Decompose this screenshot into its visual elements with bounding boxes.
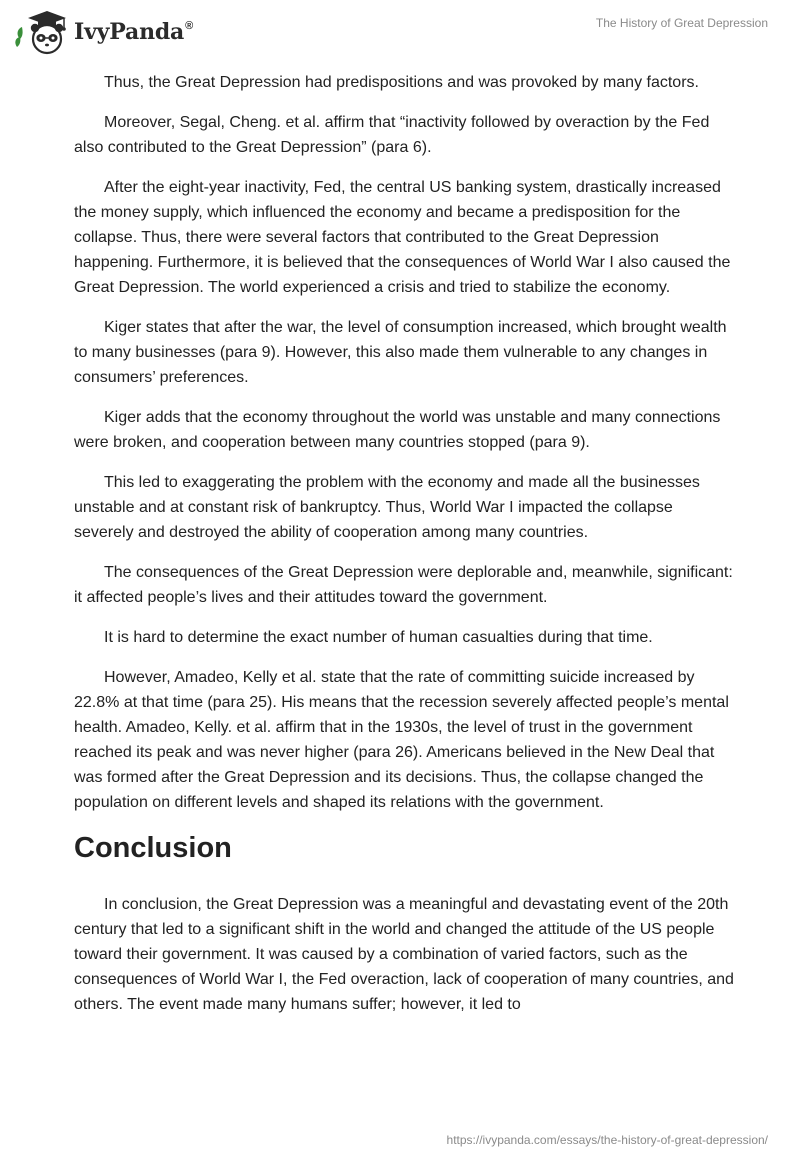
ivypanda-logo[interactable] xyxy=(14,9,193,55)
source-url[interactable]: https://ivypanda.com/essays/the-history-of-great-depression/ xyxy=(446,1133,768,1147)
body-paragraph: Moreover, Segal, Cheng. et al. affirm that “inactivity followed by overaction by the Fed also contributed to the Great Depression” (para 6). xyxy=(74,114,710,156)
body-paragraph: Thus, the Great Depression had predispositions and was provoked by many factors. xyxy=(104,74,699,91)
registered-mark: ® xyxy=(185,19,194,32)
body-paragraph: It is hard to determine the exact number of human casualties during that time. xyxy=(104,629,653,646)
body-paragraph: However, Amadeo, Kelly et al. state that the rate of committing suicide increased by 22.8% at that time (para 25). His means that the recession severely affected people’s mental health. Amadeo, Kelly. et al. affirm that in the 1930s, the level of trust in the government reached its peak and was never higher (para 26). Americans believed in the New Deal that was formed after the Great Depression and its decisions. Thus, the collapse changed the population on different levels and shaped its relations with the government. xyxy=(74,669,729,811)
body-paragraph: This led to exaggerating the problem with the economy and made all the businesses unstable and at constant risk of bankruptcy. Thus, World War I impacted the collapse severely and destroyed the ability of cooperation among many countries. xyxy=(74,474,700,541)
body-paragraph: Kiger states that after the war, the level of consumption increased, which brought wealth to many businesses (para 9). However, this also made them vulnerable to any changes in consumers’ preferences. xyxy=(74,319,727,386)
body-paragraph: The consequences of the Great Depression were deplorable and, meanwhile, significant: it affected people’s lives and their attitudes toward the government. xyxy=(74,564,733,606)
conclusion-paragraph: In conclusion, the Great Depression was a meaningful and devastating event of the 20th century that led to a significant shift in the world and changed the attitude of the US people toward their government. It was caused by a combination of varied factors, such as the consequences of World War I, the Fed overaction, lack of cooperation of many countries, and others. The event made many humans suffer; however, it led to xyxy=(74,896,734,1013)
panda-logo-icon xyxy=(14,9,70,55)
page-header xyxy=(0,0,800,60)
body-paragraph: After the eight-year inactivity, Fed, the central US banking system, drastically increased the money supply, which influenced the economy and became a predisposition for the collapse. Thus, there were several factors that contributed to the Great Depression happening. Furthermore, it is believed that the consequences of World War I also caused the Great Depression. The world experienced a crisis and tried to stabilize the economy. xyxy=(74,179,731,296)
body-paragraph: Kiger adds that the economy throughout the world was unstable and many connections were broken, and cooperation between many countries stopped (para 9). xyxy=(74,409,721,451)
brand-name: IvyPanda xyxy=(74,19,185,45)
conclusion-heading: Conclusion xyxy=(74,832,232,864)
document-title: The History of Great Depression xyxy=(595,16,768,30)
essay-content xyxy=(74,70,734,1032)
